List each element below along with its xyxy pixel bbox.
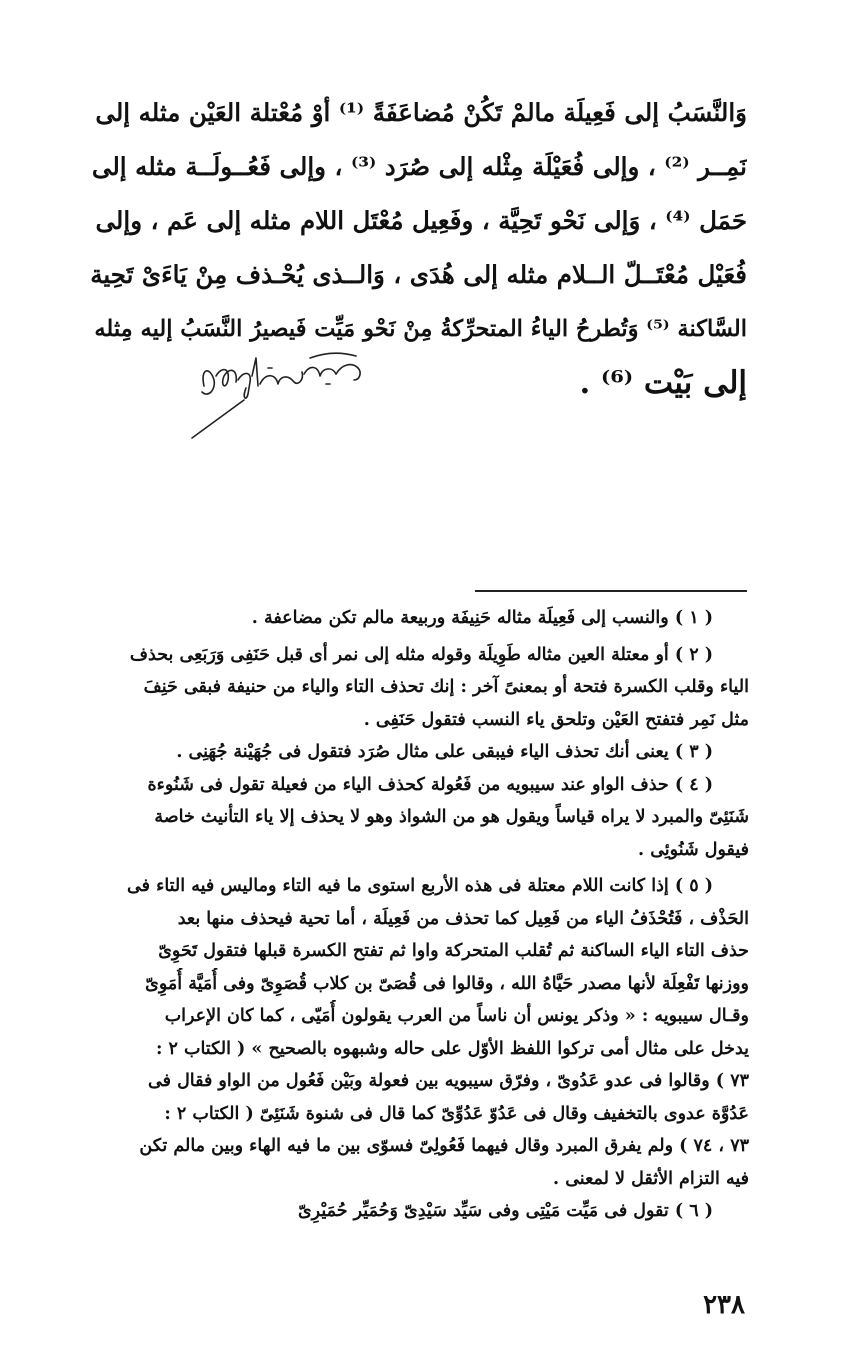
footnote-2-line: مثل نَمِر فتفتح العَيْن وتلحق ياء النسب فتقول حَنَفِى . (363, 709, 749, 730)
main-line: السَّاكنة ⁽⁵⁾ وَتُطرحُ الياءُ المتحرِّكةُ مِنْ نَحْو مَيِّت فَيصيرُ النَّسَبُ إليه مِثله (94, 316, 747, 342)
footnote-5-line: الحَذْف ، فَتُحْذَفُ الياء من فَعِيل كما تحذف من فَعِيلَة ، أما تحية فيحذف منها بعد (177, 908, 749, 929)
footnote-5-line: وقـال سيبويه : « وذكر يونس أن ناساً من العرب يقولون أُمَيّى ، كما كان الإعراب (164, 1006, 749, 1026)
page-number: ٢٣٨ (703, 1290, 745, 1320)
main-line: نَمِــر ⁽²⁾ ، وإلى فُعَيْلَة مِثْله إلى صُرَد ⁽³⁾ ، وإلى فَعُــولَــة مثله إلى (91, 152, 747, 181)
footnote-4-line: فيقول شَنُوئِى . (638, 839, 749, 860)
footnote-4-line: ( ٤ ) حذف الواو عند سيبويه من فَعُولة كحذف الياء من فعيلة تقول فى شَنُوءة (147, 774, 713, 795)
footnote-5-line: ٧٣ ) وقالوا فى عدو عَدُوىّ ، وفرّق سيبويه بين فعولة وبَيْن فَعُول من الواو فقال فى (148, 1071, 749, 1091)
footnotes (99, 602, 749, 1228)
footnote-divider (475, 590, 747, 592)
footnote-2-line: الياء وقلب الكسرة فتحة أو بمعنىً آخر : إنك تحذف التاء والياء من حنيفة فبقى حَنِفَ (143, 677, 749, 697)
footnote-3-line: ( ٣ ) يعنى أنك تحذف الياء فيبقى على مثال صُرَد فتقول فى جُهَيْنة جُهَنِى . (176, 742, 713, 762)
main-line: إلى بَيْت ⁽⁶⁾ . (579, 365, 747, 401)
footnote-5-line: ووزنها تَفْعِلَة لأنها مصدر حَيَّاهُ الله ، وقالوا فى قُصَىّ بن كلاب قُصَوِىّ وفى أُمَيَّة أُمَوِىّ (145, 973, 749, 994)
main-line: وَالنَّسَبُ إلى فَعِيلَة مالمْ تَكُنْ مُضاعَفَةً ⁽¹⁾ أوْ مُعْتلة العَيْن مثله إلى (95, 98, 747, 127)
footnote-2-line: ( ٢ ) أو معتلة العين مثاله طَوِيلَة وقوله مثله إلى نمر أى قبل حَنَفِى وَرَبَعِى بحذف (129, 644, 713, 665)
footnote-1-line: ( ١ ) والنسب إلى فَعِيلَة مثاله حَنِيفَة وربيعة مالم تكن مضاعفة . (251, 608, 713, 628)
footnote-5-line: عَدُوَّة عدوى بالتخفيف وقال فى عَدُوّ عَدُوِّىّ كما قال فى شنوة شَنَئِىّ ( الكتاب ٢ : (164, 1103, 749, 1124)
footnote-5-line: يدخل على مثال أمى تركوا اللفظ الأوّل على حاله وشبهوه بالصحيح » ( الكتاب ٢ : (155, 1038, 749, 1059)
footnote-5-line: فيه التزام الأثقل لا لمعنى . (553, 1168, 749, 1189)
footnote-5-line: حذف التاء الياء الساكنة ثم تُقلب المتحركة واوا ثم تفتح الكسرة قبلها فتقول تَحَوِىّ (158, 941, 749, 961)
footnote-5-line: ٧٣ ، ٧٤ ) ولم يفرق المبرد وقال فيهما فَعُولِىّ فسوّى بين ما فيه الهاء وبين مالم تكن (139, 1136, 749, 1156)
footnote-5-line: ( ٥ ) إذا كانت اللام معتلة فى هذه الأربع استوى ما فيه التاء وماليس فيه التاء فى (127, 876, 713, 896)
footnote-6-line: ( ٦ ) تقول فى مَيِّت مَيْتِى وفى سَيِّد سَيْدِىّ وَحُمَيِّر حُمَيْرِىّ (297, 1201, 713, 1221)
main-line: فُعَيْل مُعْتَــلّ الــلام مثله إلى هُدَى ، وَالــذى يُحْـذف مِنْ يَاءَىْ تَحِية (90, 260, 747, 289)
handwritten-signature (186, 346, 386, 446)
footnote-4-line: شَنَئِىّ والمبرد لا يراه قياساً ويقول هو من الشواذ وهو لا يحذف إلا ياء التأنيث خاصة (154, 807, 749, 827)
main-line: حَمَل ⁽⁴⁾ ، وَإلى نَحْو تَحِيَّة ، وفَعِيل مُعْتَل اللام مثله إلى عَم ، وإلى (95, 206, 747, 235)
